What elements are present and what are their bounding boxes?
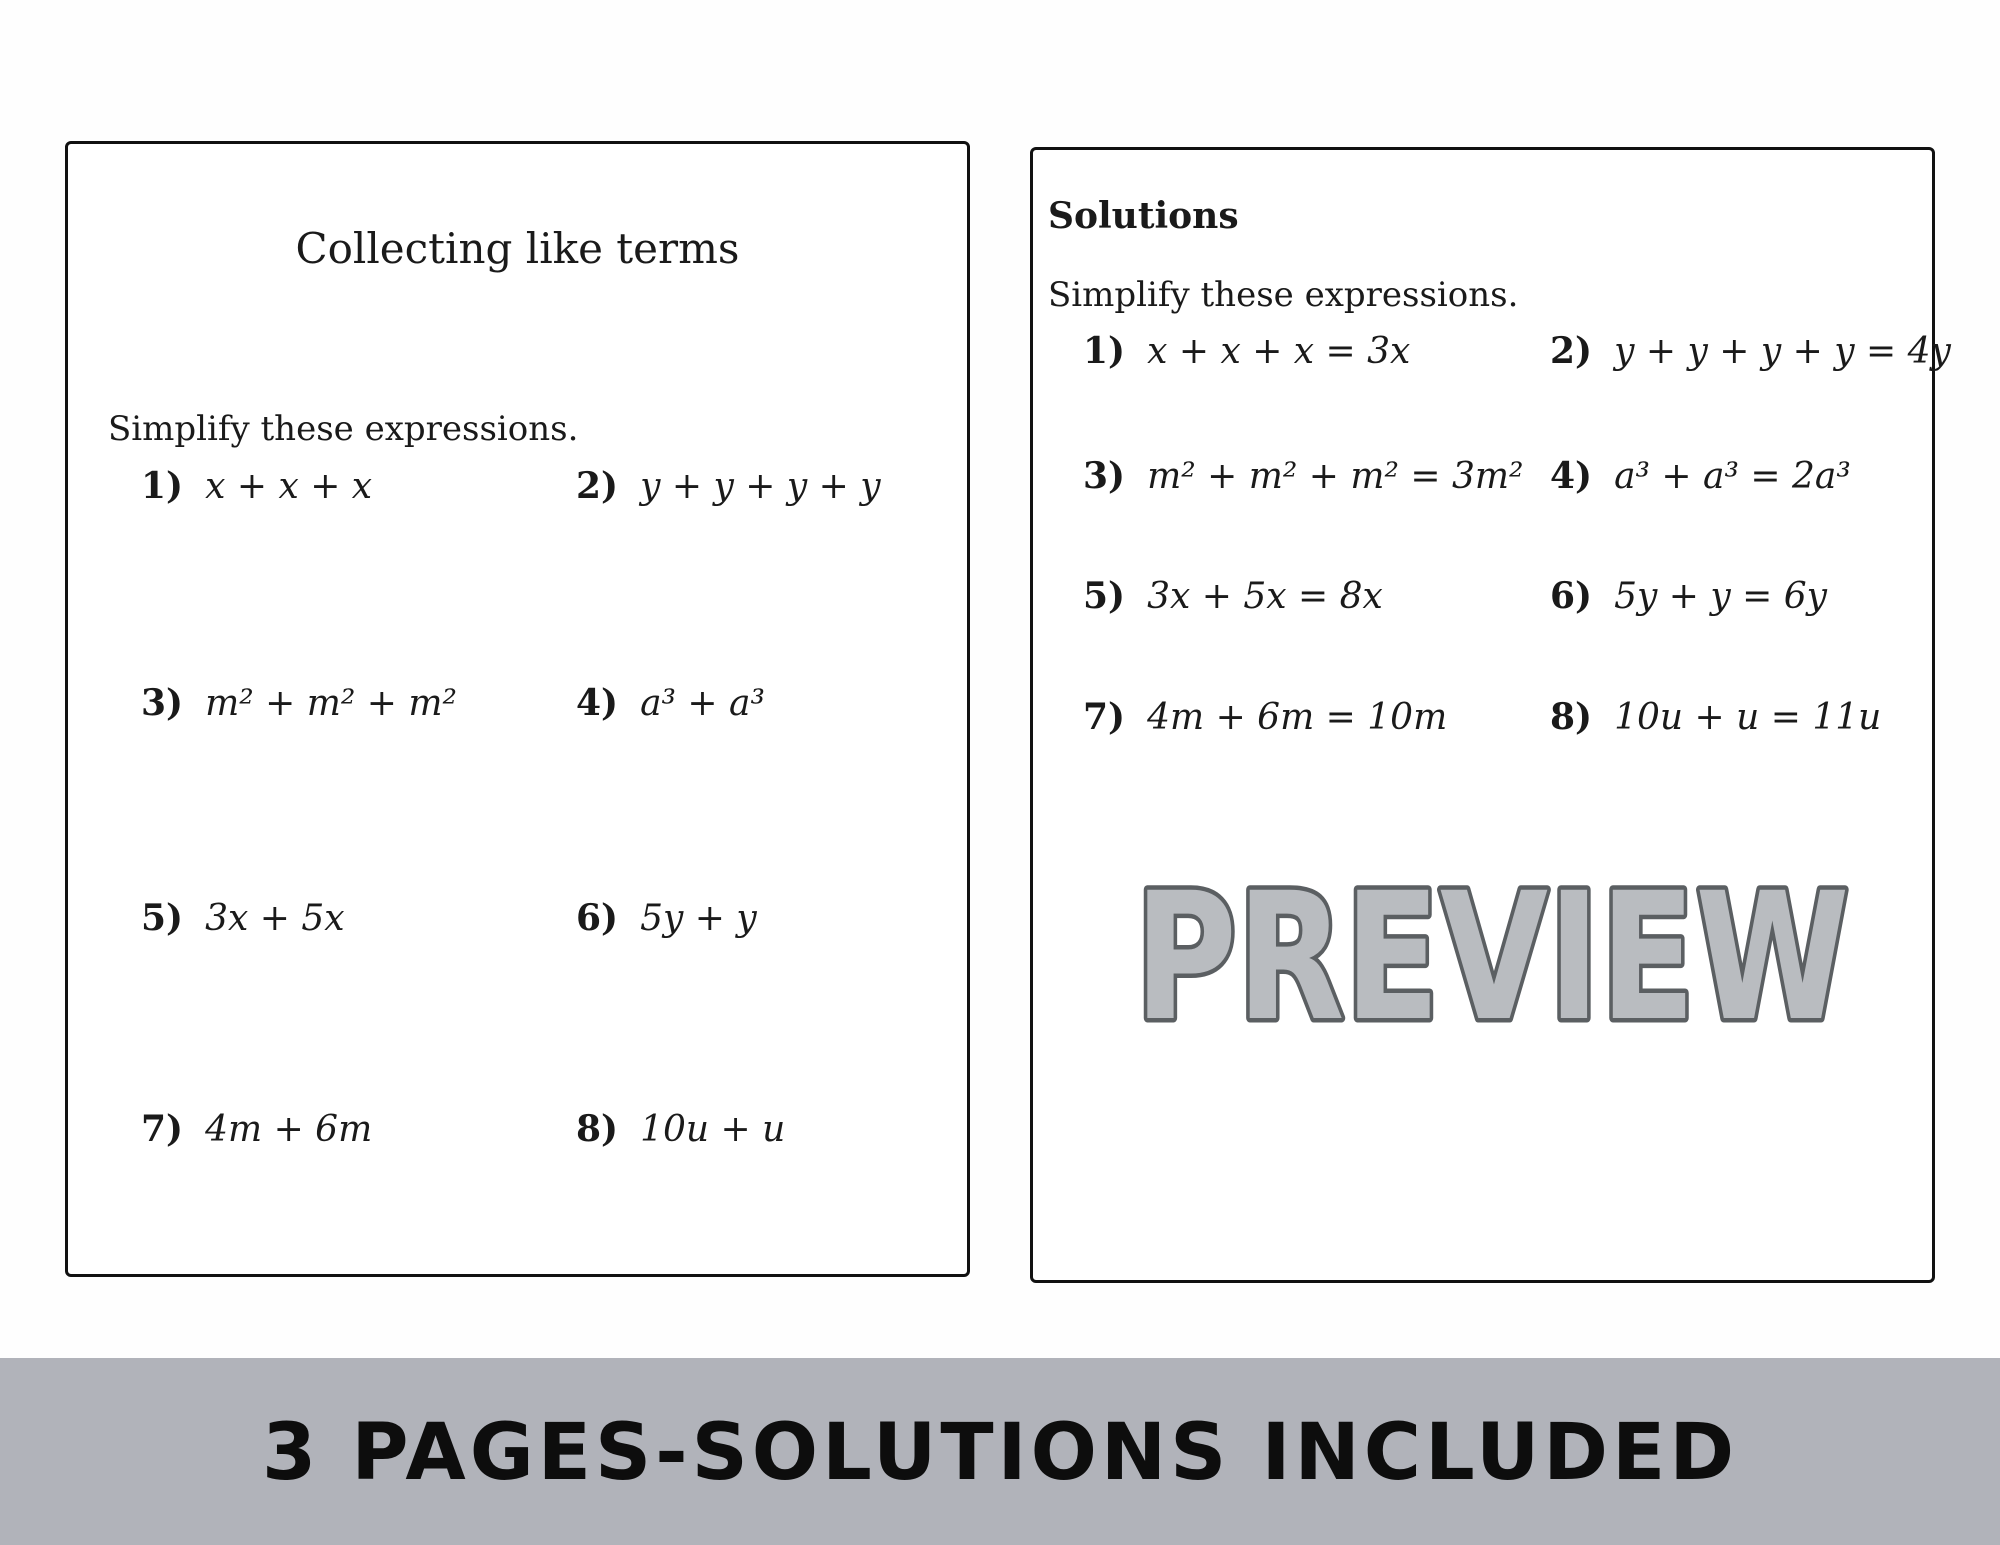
solution-expression: y + y + y + y = 4y [1614, 331, 1951, 372]
solution-expression: m² + m² + m² = 3m² [1147, 456, 1524, 497]
worksheet-problem-5 [141, 897, 345, 939]
problem-number: 7) [1083, 696, 1126, 738]
worksheet-page [65, 141, 970, 1277]
problem-expression: 5y + y [640, 898, 757, 939]
solution-7 [1083, 696, 1447, 738]
problem-expression: a³ + a³ [640, 683, 765, 724]
problem-number: 5) [1083, 575, 1126, 617]
problem-number: 2) [1550, 330, 1593, 372]
worksheet-problem-4 [576, 682, 765, 724]
problem-number: 4) [576, 682, 619, 724]
problem-expression: 3x + 5x [205, 898, 345, 939]
worksheet-problem-8 [576, 1108, 785, 1150]
watermark-text: PREVIEW [1134, 855, 1850, 1060]
worksheet-problem-3 [141, 682, 457, 724]
problem-expression: x + x + x [205, 466, 373, 507]
solution-4 [1550, 455, 1851, 497]
problem-expression: m² + m² + m² [205, 683, 457, 724]
problem-expression: y + y + y + y [640, 466, 881, 507]
problem-number: 8) [576, 1108, 619, 1150]
solutions-heading: Solutions [1048, 195, 1239, 237]
problem-number: 1) [141, 465, 184, 507]
solution-6 [1550, 575, 1827, 617]
solution-8 [1550, 696, 1881, 738]
worksheet-problem-2 [576, 465, 881, 507]
worksheet-title: Collecting like terms [295, 224, 740, 273]
banner-text: 3 PAGES-SOLUTIONS INCLUDED [261, 1408, 1739, 1498]
solution-expression: 3x + 5x = 8x [1147, 576, 1383, 617]
problem-number: 7) [141, 1108, 184, 1150]
solutions-instruction: Simplify these expressions. [1048, 275, 1519, 315]
solution-5 [1083, 575, 1383, 617]
solution-2 [1550, 330, 1951, 372]
problem-number: 5) [141, 897, 184, 939]
problem-number: 6) [576, 897, 619, 939]
worksheet-instruction: Simplify these expressions. [108, 409, 579, 449]
solution-3 [1083, 455, 1523, 497]
preview-watermark [1125, 855, 1860, 1060]
problem-expression: 4m + 6m [205, 1109, 373, 1150]
problem-number: 2) [576, 465, 619, 507]
solutions-page [1030, 147, 1951, 1283]
solution-expression: a³ + a³ = 2a³ [1614, 456, 1851, 497]
problem-number: 1) [1083, 330, 1126, 372]
solution-expression: 10u + u = 11u [1614, 697, 1882, 738]
problem-expression: 10u + u [640, 1109, 786, 1150]
solution-expression: 5y + y = 6y [1614, 576, 1828, 617]
problem-number: 4) [1550, 455, 1593, 497]
worksheet-problem-6 [576, 897, 757, 939]
worksheet-problem-1 [141, 465, 372, 507]
problem-number: 3) [1083, 455, 1126, 497]
footer-banner [0, 1358, 2000, 1545]
solution-expression: x + x + x = 3x [1147, 331, 1411, 372]
worksheet-problem-7 [141, 1108, 372, 1150]
problem-number: 3) [141, 682, 184, 724]
problem-number: 6) [1550, 575, 1593, 617]
solution-expression: 4m + 6m = 10m [1147, 697, 1448, 738]
problem-number: 8) [1550, 696, 1593, 738]
solution-1 [1083, 330, 1410, 372]
